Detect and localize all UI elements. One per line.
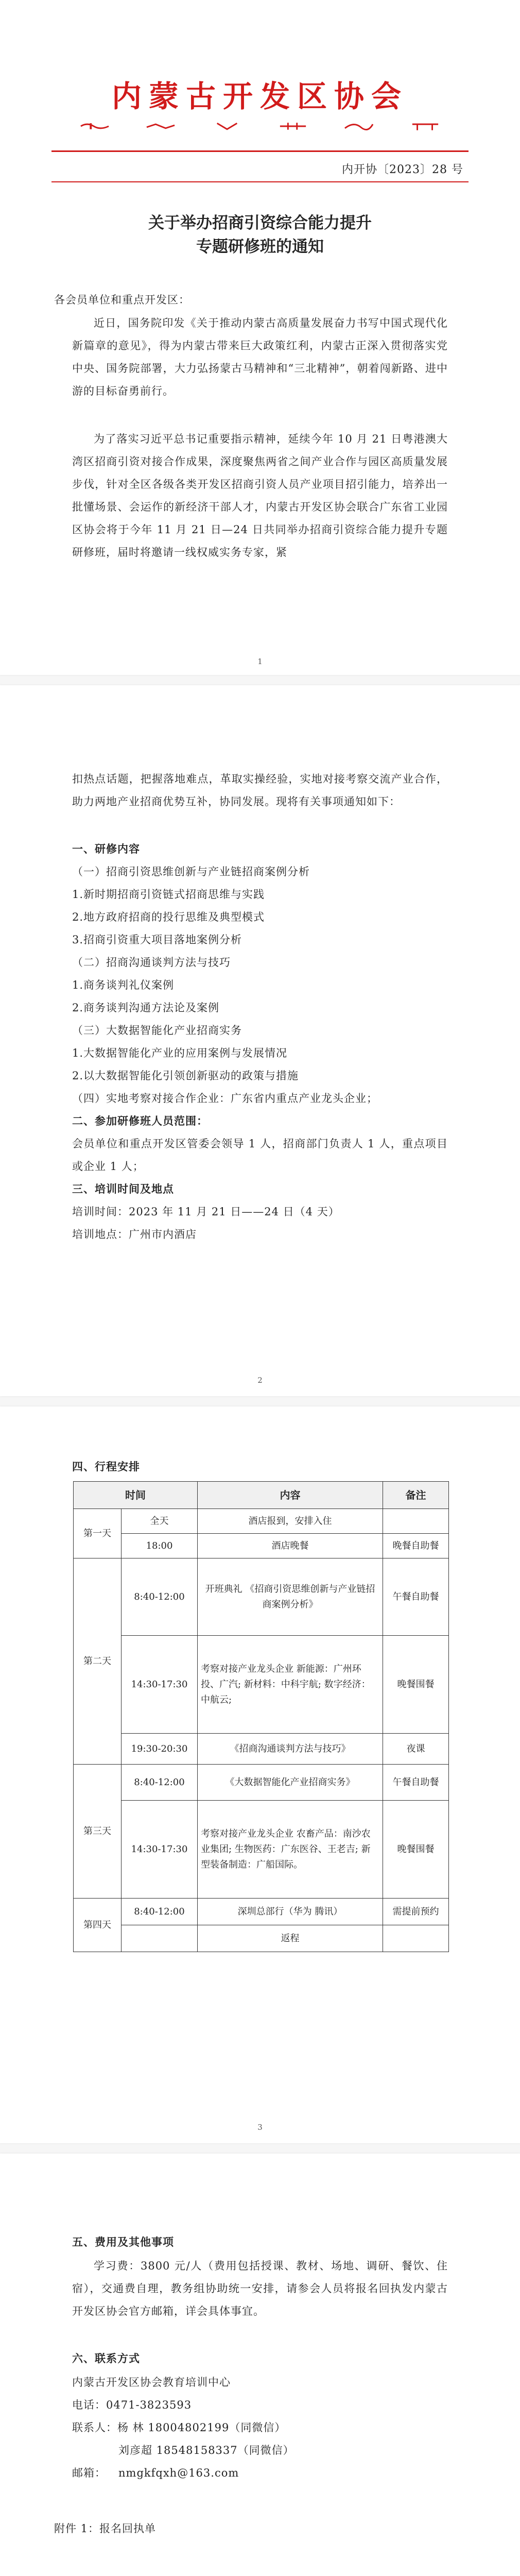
attachment-note: 附件 1：报名回执单: [54, 2522, 157, 2535]
time-cell: 14:30-17:30: [122, 1801, 198, 1899]
section5-body: 学习费：3800 元/人（费用包括授课、教材、场地、调研、餐饮、住宿），交通费自理，教务组协助统一安排，请参会人员将报名回执发内蒙古开发区协会官方邮箱，详会具体事宜。: [72, 2260, 448, 2317]
section1-item: 2.商务谈判沟通方法论及案例: [72, 1002, 220, 1014]
section1-item: 3.招商引资重大项目落地案例分析: [72, 934, 242, 946]
document-title-line1: 关于举办招商引资综合能力提升: [148, 214, 372, 232]
time-cell: [122, 1925, 198, 1952]
header-red-rule-lower: [51, 181, 469, 182]
day-cell: 第四天: [74, 1899, 122, 1952]
schedule-header-row: [74, 1482, 449, 1509]
table-row: [74, 1925, 449, 1952]
paragraph-policy: 近日，国务院印发《关于推动内蒙古高质量发展奋力书写中国式现代化新篇章的意见》，得为内蒙古带来巨大政策红利，内蒙古正深入贯彻落实党中央、国务院部署，大力弘扬蒙古马精神和“三北精神”，朝着闯新路、进中游的目标奋勇前行。: [72, 317, 448, 397]
note-cell: [383, 1509, 449, 1534]
contact-office: 内蒙古开发区协会教育培训中心: [72, 2376, 231, 2388]
note-cell: 午餐自助餐: [383, 1765, 449, 1801]
note-cell: 夜课: [383, 1734, 449, 1765]
section2-body: 会员单位和重点开发区管委会领导 1 人，招商部门负责人 1 人，重点项目或企业 1 人；: [72, 1138, 448, 1173]
paragraph-purpose: 为了落实习近平总书记重要指示精神，延续今年 10 月 21 日粤港澳大湾区招商引资对接合作成果，深度聚焦两省之间产业合作与园区高质量发展步伐，针对全区各级各类开发区招商引资人员产业项目招引能力，培养出一批懂场景、会运作的新经济干部人才，内蒙古开发区协会联合广东省工业园区协会将于今年 11 月 21 日—24 日共同举办招商引资综合能力提升专题研修班，届时将邀请一线权威实务专家，紧: [72, 433, 448, 558]
header-red-rule: [51, 150, 469, 152]
note-cell: 午餐自助餐: [383, 1558, 449, 1636]
page-number: 3: [257, 2123, 263, 2132]
time-cell: 8:40-12:00: [122, 1899, 198, 1925]
contact-person-2: 刘彦超 18548158337（同微信）: [118, 2444, 294, 2456]
content-cell: 酒店报到，安排入住: [198, 1509, 383, 1534]
note-cell: 晚餐自助餐: [383, 1534, 449, 1558]
page-4: [0, 2154, 520, 2576]
time-cell: 18:00: [122, 1534, 198, 1558]
content-cell: 考察对接产业龙头企业 新能源：广州环投、广汽; 新材料：中科宇航; 数字经济：中航云;: [198, 1636, 383, 1734]
table-row: [74, 1765, 449, 1801]
section5-heading: 五、费用及其他事项: [72, 2236, 174, 2248]
note-cell: 需提前预约: [383, 1899, 449, 1925]
table-row: [74, 1509, 449, 1534]
column-header-content: 内容: [198, 1482, 383, 1509]
section1-item: （四）实地考察对接合作企业：广东省内重点产业龙头企业；: [72, 1092, 378, 1105]
table-row: [74, 1636, 449, 1734]
org-header-title: 内蒙古开发区协会: [111, 79, 408, 114]
page-number: 1: [257, 657, 263, 666]
table-row: [74, 1899, 449, 1925]
day-cell: 第二天: [74, 1558, 122, 1765]
day-cell: 第一天: [74, 1509, 122, 1558]
section1-item: 1.大数据智能化产业的应用案例与发展情况: [72, 1047, 288, 1059]
time-cell: 8:40-12:00: [122, 1765, 198, 1801]
mongolian-glyph: [410, 121, 440, 131]
training-place: 培训地点：广州市内酒店: [72, 1228, 197, 1241]
mongolian-glyph: [80, 121, 110, 131]
time-cell: 14:30-17:30: [122, 1636, 198, 1734]
section1-item: （二）招商沟通谈判方法与技巧: [72, 956, 231, 969]
time-cell: 8:40-12:00: [122, 1558, 198, 1636]
page-number: 2: [257, 1376, 263, 1385]
content-cell: 《招商沟通谈判方法与技巧》: [198, 1734, 383, 1765]
section1-item: 1.新时期招商引资链式招商思维与实践: [72, 888, 265, 901]
content-cell: 深圳总部行（华为 腾讯）: [198, 1899, 383, 1925]
day-cell: 第三天: [74, 1765, 122, 1899]
contact-person-1: 联系人：杨 林 18004802199（同微信）: [72, 2421, 286, 2434]
section1-heading: 一、研修内容: [72, 843, 140, 855]
content-cell: 考察对接产业龙头企业 农畜产品：南沙农业集团; 生物医药：广东医谷、王老吉; 新型装备制造：广船国际。: [198, 1801, 383, 1899]
page-1: [0, 0, 520, 675]
contact-phone: 电话：0471-3823593: [72, 2399, 192, 2411]
note-cell: [383, 1925, 449, 1952]
mongolian-glyph: [278, 121, 308, 131]
section3-heading: 三、培训时间及地点: [72, 1183, 174, 1195]
content-cell: 酒店晚餐: [198, 1534, 383, 1558]
mongolian-glyph: [212, 121, 242, 131]
section1-item: 2.以大数据智能化引领创新驱动的政策与措施: [72, 1070, 299, 1082]
page-2: [0, 685, 520, 1396]
note-cell: 晚餐围餐: [383, 1636, 449, 1734]
section1-item: 1.商务谈判礼仪案例: [72, 979, 175, 991]
column-header-time: 时间: [74, 1482, 198, 1509]
training-time: 培训时间：2023 年 11 月 21 日——24 日（4 天）: [72, 1206, 340, 1218]
note-cell: 晚餐围餐: [383, 1801, 449, 1899]
time-cell: 19:30-20:30: [122, 1734, 198, 1765]
mongolian-glyph: [344, 121, 374, 131]
document-number: 内开协〔2023〕28 号: [342, 163, 463, 176]
table-row: [74, 1801, 449, 1899]
page-3: [0, 1406, 520, 2143]
section2-heading: 二、参加研修班人员范围：: [72, 1115, 208, 1127]
salutation: 各会员单位和重点开发区：: [54, 294, 190, 306]
section1-item: （三）大数据智能化产业招商实务: [72, 1024, 242, 1037]
table-row: [74, 1734, 449, 1765]
contact-email: nmgkfqxh@163.com: [118, 2467, 239, 2479]
mongolian-script-line: [62, 117, 458, 135]
document-title-line2: 专题研修班的通知: [196, 238, 324, 256]
table-row: [74, 1534, 449, 1558]
column-header-note: 备注: [383, 1482, 449, 1509]
section1-item: （一）招商引资思维创新与产业链招商案例分析: [72, 866, 310, 878]
content-cell: 返程: [198, 1925, 383, 1952]
content-cell: 《大数据智能化产业招商实务》: [198, 1765, 383, 1801]
section4-heading: 四、行程安排: [72, 1461, 140, 1473]
mongolian-glyph: [146, 121, 176, 131]
section1-item: 2.地方政府招商的投行思维及典型模式: [72, 911, 265, 923]
schedule-table: [73, 1481, 449, 1952]
section6-heading: 六、联系方式: [72, 2352, 140, 2365]
paragraph-purpose-continued: 扣热点话题，把握落地难点，革取实操经验，实地对接考察交流产业合作，助力两地产业招商优势互补，协同发展。现将有关事项通知如下：: [72, 773, 448, 808]
content-cell: 开班典礼 《招商引资思维创新与产业链招商案例分析》: [198, 1558, 383, 1636]
table-row: [74, 1558, 449, 1636]
time-cell: 全天: [122, 1509, 198, 1534]
contact-email-label: 邮箱：: [72, 2467, 106, 2479]
